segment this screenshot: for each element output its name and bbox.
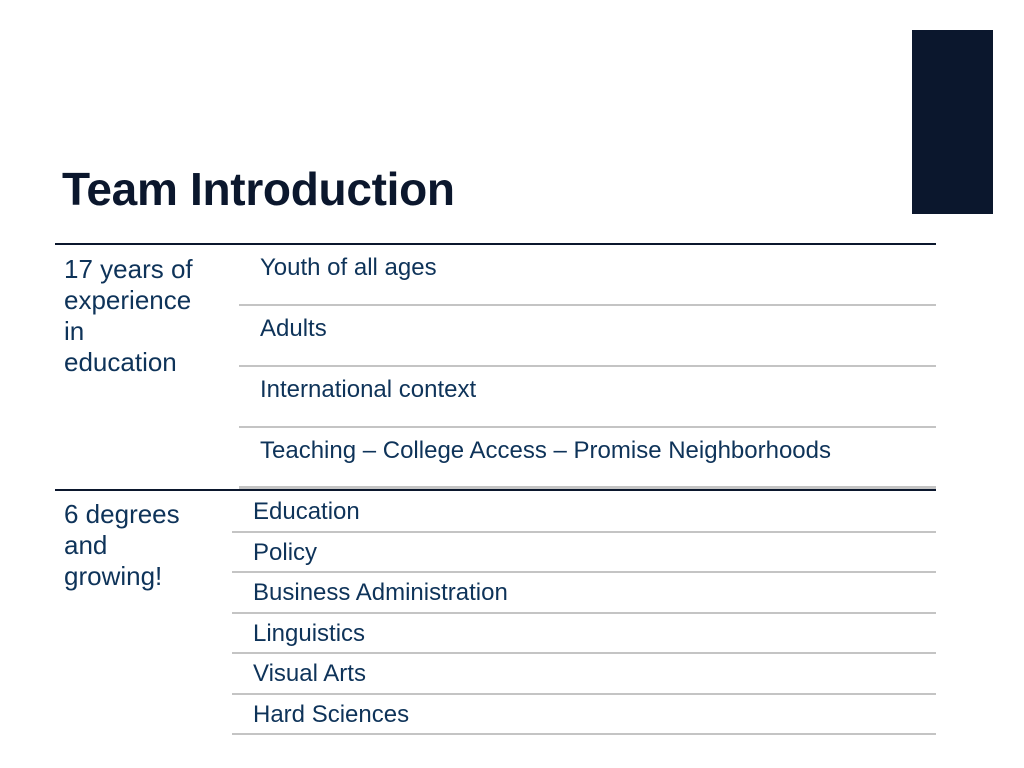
label-line: education (64, 347, 177, 377)
group-label-experience (64, 254, 193, 378)
label-line: in (64, 316, 85, 346)
list-item (232, 654, 936, 695)
list-item-text: International context (260, 376, 477, 403)
list-item (239, 367, 936, 428)
accent-bar (912, 30, 993, 214)
list-item-text: Business Administration (253, 579, 508, 606)
degrees-list (232, 492, 936, 735)
list-item-text: Adults (260, 315, 327, 342)
label-line: 6 degrees (64, 499, 180, 529)
list-item (232, 614, 936, 655)
slide-title: Team Introduction (62, 163, 455, 215)
list-item-text: Visual Arts (253, 660, 366, 687)
list-item (239, 428, 936, 490)
group-label-degrees (64, 499, 180, 592)
group-divider-degrees (55, 489, 936, 491)
list-item-text: Linguistics (253, 619, 366, 647)
list-item (239, 245, 936, 306)
list-item (232, 695, 936, 736)
list-item (239, 306, 936, 367)
list-item-text: Education (253, 498, 360, 525)
label-line: growing! (64, 561, 163, 591)
label-line: experience (64, 285, 192, 315)
list-item-text: Teaching – College Access – Promise Neighborhoods (260, 437, 831, 464)
list-item (232, 573, 936, 614)
list-item (232, 492, 936, 533)
list-item (232, 533, 936, 574)
list-item-text: Policy (253, 538, 318, 566)
list-item-text: Youth of all ages (260, 254, 437, 281)
list-item-text: Hard Sciences (253, 700, 410, 728)
experience-list (239, 245, 936, 490)
label-line: and (64, 530, 108, 560)
label-line: 17 years of (64, 254, 193, 284)
